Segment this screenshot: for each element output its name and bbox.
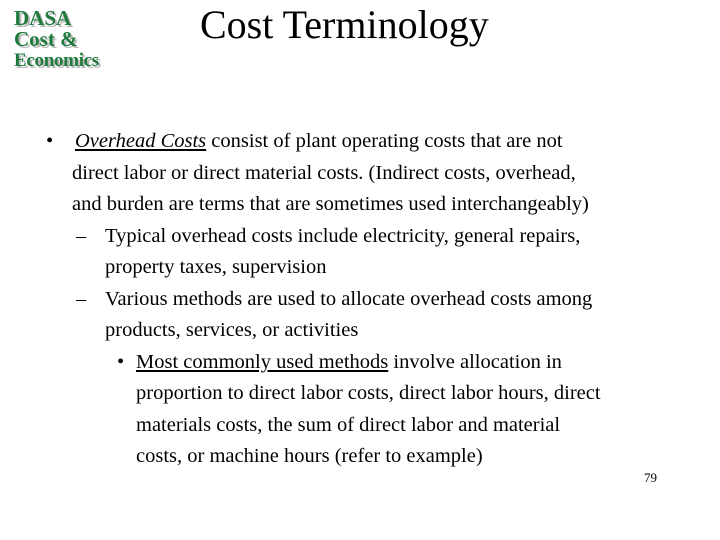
sub-sub-bullet-text: involve allocation in <box>388 350 562 373</box>
sub-sub-bullet-line-4: costs, or machine hours (refer to example) <box>136 445 483 467</box>
logo-line-2: Cost & <box>14 27 78 51</box>
sub-sub-bullet-line-3: materials costs, the sum of direct labor and material <box>136 413 561 436</box>
dash-marker: – <box>76 287 87 310</box>
bullet-1-line-2: direct labor or direct material costs. (Indirect costs, overhead, <box>72 161 576 184</box>
sub-bullet-1-line-2: property taxes, supervision <box>105 256 327 278</box>
sub-bullet-1-line-1: Typical overhead costs include electricity, general repairs, <box>105 224 581 247</box>
sub-sub-bullet-line-2: proportion to direct labor costs, direct labor hours, direct <box>136 382 601 404</box>
slide-title: Cost Terminology <box>200 2 489 47</box>
sub-bullet-2-line-1: Various methods are used to allocate overhead costs among <box>105 287 593 310</box>
bullet-marker: • <box>46 130 54 152</box>
logo-line-1: DASA <box>14 6 72 30</box>
sub-sub-bullet-line-1 <box>136 347 562 379</box>
dash-marker: – <box>76 224 87 247</box>
bullet-1-line-1 <box>75 126 563 158</box>
logo-line-3: Economics <box>14 50 99 71</box>
bullet-1-text: consist of plant operating costs that are not <box>206 130 563 152</box>
common-methods-term: Most commonly used methods <box>136 350 389 373</box>
bullet-marker: • <box>117 350 125 373</box>
bullet-1-line-3: and burden are terms that are sometimes used interchangeably) <box>72 193 589 215</box>
page-number: 79 <box>644 470 657 485</box>
sub-bullet-2-line-2: products, services, or activities <box>105 319 359 341</box>
overhead-costs-term: Overhead Costs <box>75 130 207 152</box>
dasa-logo <box>14 8 124 71</box>
